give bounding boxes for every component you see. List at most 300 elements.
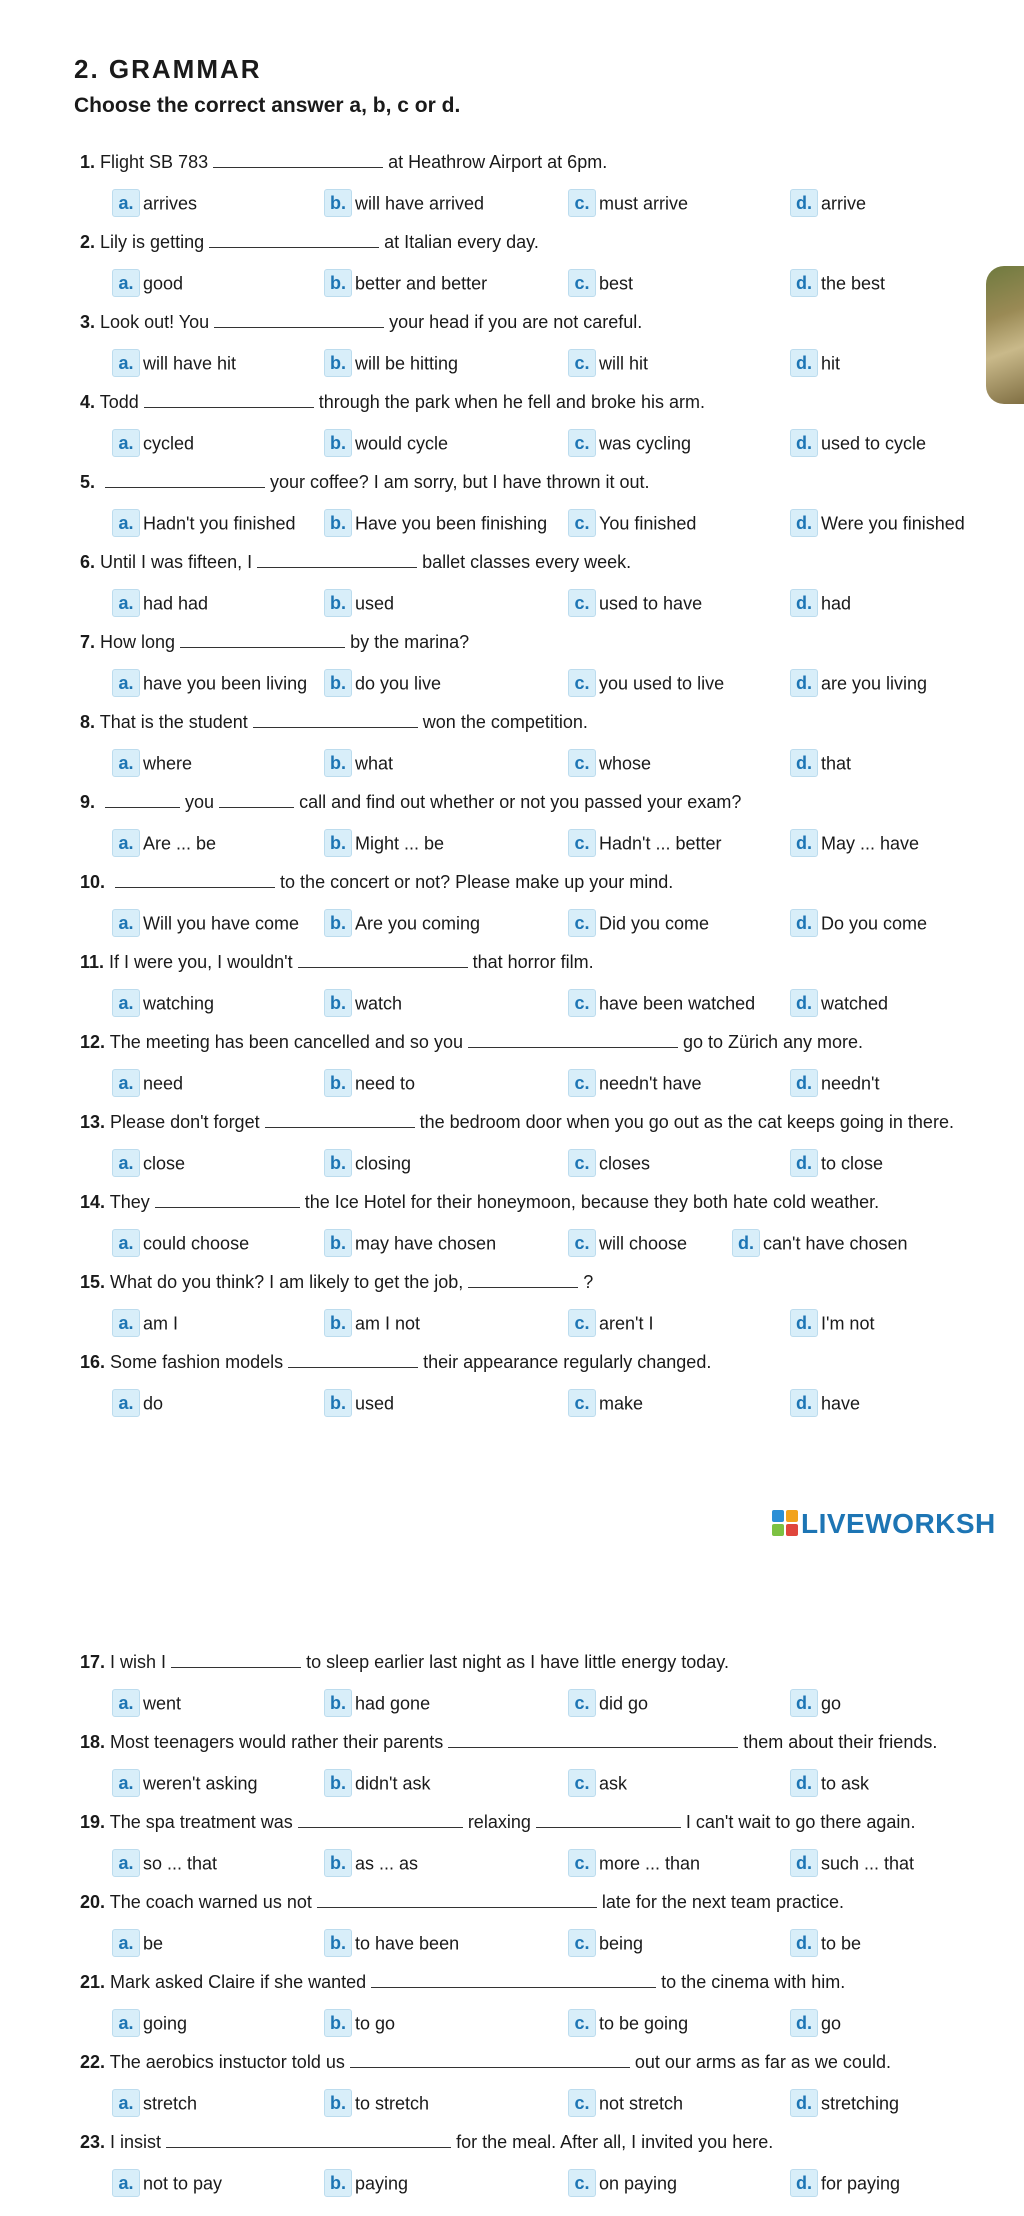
question-text: through the park when he fell and broke his arm. xyxy=(318,392,705,412)
answer-blank[interactable] xyxy=(288,1350,418,1368)
option-letter[interactable]: a. xyxy=(112,189,140,217)
option-letter[interactable]: b. xyxy=(324,1849,352,1877)
option-letter[interactable]: c. xyxy=(568,2009,596,2037)
option-letter[interactable]: d. xyxy=(790,1309,818,1337)
answer-option-a[interactable] xyxy=(112,987,214,1017)
question-stem xyxy=(80,2130,773,2154)
answer-option-a[interactable] xyxy=(112,427,194,457)
option-text: closing xyxy=(355,1153,412,1174)
option-letter[interactable]: c. xyxy=(568,589,596,617)
answer-blank[interactable] xyxy=(115,870,275,888)
question-text: Some fashion models xyxy=(110,1352,284,1372)
answer-option-a[interactable] xyxy=(112,187,197,217)
option-letter[interactable]: c. xyxy=(568,1769,596,1797)
option-letter[interactable]: d. xyxy=(790,1149,818,1177)
answer-option-a[interactable] xyxy=(112,587,208,617)
question-number: 14. xyxy=(80,1192,106,1212)
option-text: to stretch xyxy=(355,2093,430,2114)
option-text: go xyxy=(821,1693,842,1714)
option-letter[interactable]: d. xyxy=(790,429,818,457)
answer-option-b[interactable] xyxy=(324,187,484,217)
option-letter[interactable]: a. xyxy=(112,349,140,377)
option-letter[interactable]: c. xyxy=(568,1929,596,1957)
option-text: have xyxy=(821,1393,861,1414)
option-letter[interactable]: c. xyxy=(568,989,596,1017)
option-letter[interactable]: d. xyxy=(790,829,818,857)
answer-blank[interactable] xyxy=(180,630,345,648)
option-letter[interactable]: d. xyxy=(790,349,818,377)
option-letter[interactable]: c. xyxy=(568,509,596,537)
answer-option-d[interactable] xyxy=(790,1147,883,1177)
question-stem xyxy=(80,710,588,734)
option-letter[interactable]: d. xyxy=(790,589,818,617)
option-text: ask xyxy=(599,1773,628,1794)
answer-option-d[interactable] xyxy=(790,1767,869,1797)
option-letter[interactable]: a. xyxy=(112,1929,140,1957)
question-text: their appearance regularly changed. xyxy=(423,1352,712,1372)
option-letter[interactable]: d. xyxy=(790,509,818,537)
option-letter[interactable]: d. xyxy=(790,1929,818,1957)
option-letter[interactable]: c. xyxy=(568,1389,596,1417)
option-text: arrives xyxy=(143,193,198,214)
answer-option-b[interactable] xyxy=(324,1767,430,1797)
option-letter[interactable]: a. xyxy=(112,749,140,777)
option-letter[interactable]: c. xyxy=(568,1689,596,1717)
answer-option-a[interactable] xyxy=(112,1927,163,1957)
option-text: best xyxy=(599,273,634,294)
option-letter[interactable]: b. xyxy=(324,1069,352,1097)
option-text: used to have xyxy=(599,593,703,614)
option-letter[interactable]: d. xyxy=(790,1849,818,1877)
question-9 xyxy=(0,790,1024,870)
answer-option-b[interactable] xyxy=(324,347,458,377)
answer-option-a[interactable] xyxy=(112,507,296,537)
option-letter[interactable]: b. xyxy=(324,1689,352,1717)
answer-option-d[interactable] xyxy=(790,267,885,297)
answer-option-a[interactable] xyxy=(112,2087,197,2117)
question-text: If I were you, I wouldn't xyxy=(109,952,293,972)
answer-blank[interactable] xyxy=(265,1110,415,1128)
answer-blank[interactable] xyxy=(155,1190,300,1208)
answer-option-c[interactable] xyxy=(568,1927,643,1957)
option-letter[interactable]: b. xyxy=(324,2009,352,2037)
answer-option-a[interactable] xyxy=(112,747,192,777)
question-text: ? xyxy=(583,1272,594,1292)
answer-option-c[interactable] xyxy=(568,1687,648,1717)
answer-blank[interactable] xyxy=(257,550,417,568)
option-text: am I xyxy=(143,1313,179,1334)
answer-option-c[interactable] xyxy=(568,187,688,217)
answer-option-b[interactable] xyxy=(324,427,448,457)
option-letter[interactable]: a. xyxy=(112,2089,140,2117)
option-text: going xyxy=(143,2013,188,2034)
answer-option-a[interactable] xyxy=(112,907,299,937)
option-letter[interactable]: b. xyxy=(324,509,352,537)
option-text: Are ... be xyxy=(143,833,217,854)
option-text: such ... that xyxy=(821,1853,915,1874)
option-letter[interactable]: a. xyxy=(112,429,140,457)
question-text: them about their friends. xyxy=(743,1732,938,1752)
answer-option-b[interactable] xyxy=(324,907,480,937)
answer-option-d[interactable] xyxy=(732,1227,908,1257)
question-number: 21. xyxy=(80,1972,106,1992)
answer-option-d[interactable] xyxy=(790,827,919,857)
question-text: to the cinema with him. xyxy=(661,1972,846,1992)
option-letter[interactable]: a. xyxy=(112,989,140,1017)
option-letter[interactable]: a. xyxy=(112,1229,140,1257)
question-15 xyxy=(0,1270,1024,1350)
section-title: 2. GRAMMAR xyxy=(74,54,262,84)
option-letter[interactable]: c. xyxy=(568,1149,596,1177)
answer-blank[interactable] xyxy=(448,1730,738,1748)
answer-option-d[interactable] xyxy=(790,1847,914,1877)
answer-option-b[interactable] xyxy=(324,2007,395,2037)
option-letter[interactable]: b. xyxy=(324,189,352,217)
answer-option-a[interactable] xyxy=(112,1067,183,1097)
answer-option-a[interactable] xyxy=(112,667,307,697)
option-text: will have arrived xyxy=(355,193,485,214)
answer-blank[interactable] xyxy=(468,1270,578,1288)
answer-option-b[interactable] xyxy=(324,507,547,537)
option-text: Hadn't ... better xyxy=(599,833,722,854)
answer-option-b[interactable] xyxy=(324,1227,496,1257)
option-letter[interactable]: c. xyxy=(568,749,596,777)
option-text: good xyxy=(143,273,184,294)
question-number: 20. xyxy=(80,1892,106,1912)
answer-blank[interactable] xyxy=(105,790,180,808)
answer-option-c[interactable] xyxy=(568,827,722,857)
question-number: 10. xyxy=(80,872,106,892)
option-letter[interactable]: d. xyxy=(732,1229,760,1257)
answer-option-c[interactable] xyxy=(568,587,702,617)
option-text: Hadn't you finished xyxy=(143,513,296,534)
answer-blank[interactable] xyxy=(317,1890,597,1908)
answer-blank[interactable] xyxy=(468,1030,678,1048)
answer-option-b[interactable] xyxy=(324,1927,459,1957)
option-letter[interactable]: d. xyxy=(790,2009,818,2037)
answer-blank[interactable] xyxy=(213,150,383,168)
question-number: 17. xyxy=(80,1652,106,1672)
option-letter[interactable]: b. xyxy=(324,1769,352,1797)
question-text: The meeting has been cancelled and so you xyxy=(109,1032,463,1052)
option-letter[interactable]: a. xyxy=(112,909,140,937)
answer-option-b[interactable] xyxy=(324,827,444,857)
option-text: make xyxy=(599,1393,644,1414)
option-letter[interactable]: a. xyxy=(112,269,140,297)
answer-option-d[interactable] xyxy=(790,187,866,217)
option-text: May ... have xyxy=(821,833,920,854)
answer-option-c[interactable] xyxy=(568,507,696,537)
option-letter[interactable]: d. xyxy=(790,909,818,937)
option-letter[interactable]: c. xyxy=(568,269,596,297)
question-17 xyxy=(0,1650,1024,1730)
question-text: the Ice Hotel for their honeymoon, because they both hate cold weather. xyxy=(304,1192,880,1212)
question-stem xyxy=(80,870,673,894)
option-letter[interactable]: b. xyxy=(324,1149,352,1177)
option-letter[interactable]: d. xyxy=(790,989,818,1017)
option-letter[interactable]: a. xyxy=(112,509,140,537)
option-letter[interactable]: b. xyxy=(324,349,352,377)
answer-option-c[interactable] xyxy=(568,1387,643,1417)
option-text: watching xyxy=(143,993,215,1014)
option-text: better and better xyxy=(355,273,488,294)
option-letter[interactable]: b. xyxy=(324,1229,352,1257)
answer-option-b[interactable] xyxy=(324,987,402,1017)
option-letter[interactable]: d. xyxy=(790,2089,818,2117)
answer-option-a[interactable] xyxy=(112,1387,163,1417)
answer-option-c[interactable] xyxy=(568,1767,627,1797)
option-text: used xyxy=(355,593,395,614)
answer-option-b[interactable] xyxy=(324,1687,430,1717)
answer-option-d[interactable] xyxy=(790,347,840,377)
answer-option-b[interactable] xyxy=(324,1387,394,1417)
answer-option-b[interactable] xyxy=(324,267,487,297)
option-letter[interactable]: c. xyxy=(568,2089,596,2117)
option-text: not stretch xyxy=(599,2093,684,2114)
answer-option-d[interactable] xyxy=(790,987,888,1017)
answer-option-d[interactable] xyxy=(790,507,965,537)
answer-option-a[interactable] xyxy=(112,1847,217,1877)
answer-option-c[interactable] xyxy=(568,747,651,777)
question-stem xyxy=(80,1810,915,1834)
answer-option-a[interactable] xyxy=(112,1227,249,1257)
answer-option-c[interactable] xyxy=(568,907,709,937)
option-letter[interactable]: c. xyxy=(568,2169,596,2197)
question-text: your coffee? I am sorry, but I have thrown it out. xyxy=(270,472,650,492)
option-letter[interactable]: b. xyxy=(324,2169,352,2197)
question-stem xyxy=(80,950,594,974)
option-text: had gone xyxy=(355,1693,431,1714)
option-letter[interactable]: a. xyxy=(112,829,140,857)
option-letter[interactable]: b. xyxy=(324,829,352,857)
answer-option-c[interactable] xyxy=(568,1147,650,1177)
question-text: Mark asked Claire if she wanted xyxy=(110,1972,367,1992)
option-letter[interactable]: a. xyxy=(112,1149,140,1177)
option-letter[interactable]: b. xyxy=(324,989,352,1017)
question-text: Todd xyxy=(99,392,139,412)
option-letter[interactable]: a. xyxy=(112,2009,140,2037)
answer-blank[interactable] xyxy=(209,230,379,248)
option-letter[interactable]: a. xyxy=(112,1069,140,1097)
option-text: not to pay xyxy=(143,2173,223,2194)
answer-option-c[interactable] xyxy=(568,2087,683,2117)
answer-option-b[interactable] xyxy=(324,1147,411,1177)
answer-option-d[interactable] xyxy=(790,747,851,777)
option-letter[interactable]: d. xyxy=(790,2169,818,2197)
option-letter[interactable]: c. xyxy=(568,909,596,937)
question-stem xyxy=(80,790,741,814)
option-text: Do you come xyxy=(821,913,928,934)
option-letter[interactable]: b. xyxy=(324,1929,352,1957)
option-text: need to xyxy=(355,1073,416,1094)
option-letter[interactable]: c. xyxy=(568,1069,596,1097)
answer-option-a[interactable] xyxy=(112,347,236,377)
logo-mark-icon xyxy=(772,1510,798,1536)
option-letter[interactable]: c. xyxy=(568,1229,596,1257)
question-text: What do you think? I am likely to get the job, xyxy=(110,1272,464,1292)
answer-option-d[interactable] xyxy=(790,587,851,617)
question-stem xyxy=(80,1190,879,1214)
answer-option-b[interactable] xyxy=(324,1847,418,1877)
option-text: need xyxy=(143,1073,184,1094)
answer-option-a[interactable] xyxy=(112,1307,178,1337)
answer-option-b[interactable] xyxy=(324,1307,420,1337)
answer-option-d[interactable] xyxy=(790,667,927,697)
option-letter[interactable]: a. xyxy=(112,1309,140,1337)
option-letter[interactable]: b. xyxy=(324,1389,352,1417)
answer-blank[interactable] xyxy=(298,950,468,968)
answer-option-b[interactable] xyxy=(324,2167,408,2197)
option-text: aren't I xyxy=(599,1313,654,1334)
answer-option-c[interactable] xyxy=(568,427,691,457)
answer-option-c[interactable] xyxy=(568,267,633,297)
option-letter[interactable]: b. xyxy=(324,749,352,777)
answer-option-c[interactable] xyxy=(568,2167,677,2197)
option-letter[interactable]: d. xyxy=(790,749,818,777)
answer-blank[interactable] xyxy=(298,1810,463,1828)
answer-option-d[interactable] xyxy=(790,1387,860,1417)
option-letter[interactable]: c. xyxy=(568,829,596,857)
question-stem xyxy=(80,1650,729,1674)
option-text: to close xyxy=(821,1153,884,1174)
answer-option-a[interactable] xyxy=(112,1147,185,1177)
answer-option-c[interactable] xyxy=(568,1227,687,1257)
option-letter[interactable]: b. xyxy=(324,589,352,617)
question-text: you xyxy=(185,792,215,812)
answer-blank[interactable] xyxy=(144,390,314,408)
answer-option-c[interactable] xyxy=(568,987,755,1017)
option-letter[interactable]: b. xyxy=(324,1309,352,1337)
answer-option-d[interactable] xyxy=(790,427,926,457)
answer-blank[interactable] xyxy=(166,2130,451,2148)
option-letter[interactable]: d. xyxy=(790,1389,818,1417)
option-letter[interactable]: a. xyxy=(112,1769,140,1797)
option-text: stretching xyxy=(821,2093,900,2114)
answer-option-d[interactable] xyxy=(790,1307,874,1337)
question-stem xyxy=(80,470,650,494)
option-letter[interactable]: a. xyxy=(112,669,140,697)
answer-option-a[interactable] xyxy=(112,2007,187,2037)
answer-blank[interactable] xyxy=(219,790,294,808)
answer-option-c[interactable] xyxy=(568,2007,688,2037)
answer-option-b[interactable] xyxy=(324,2087,429,2117)
question-text: Until I was fifteen, I xyxy=(100,552,253,572)
answer-option-c[interactable] xyxy=(568,1847,700,1877)
option-text: will be hitting xyxy=(355,353,459,374)
option-letter[interactable]: c. xyxy=(568,349,596,377)
question-23 xyxy=(0,2130,1024,2210)
answer-option-d[interactable] xyxy=(790,2007,841,2037)
option-letter[interactable]: b. xyxy=(324,909,352,937)
answer-option-d[interactable] xyxy=(790,1067,880,1097)
answer-option-d[interactable] xyxy=(790,2087,899,2117)
option-text: needn't xyxy=(821,1073,880,1094)
answer-option-c[interactable] xyxy=(568,667,724,697)
option-letter[interactable]: d. xyxy=(790,1769,818,1797)
question-stem xyxy=(80,390,705,414)
answer-blank[interactable] xyxy=(536,1810,681,1828)
option-letter[interactable]: d. xyxy=(790,189,818,217)
option-text: Might ... be xyxy=(355,833,445,854)
option-letter[interactable]: c. xyxy=(568,669,596,697)
option-text: the best xyxy=(821,273,886,294)
answer-option-d[interactable] xyxy=(790,1687,841,1717)
option-text: so ... that xyxy=(143,1853,218,1874)
answer-option-d[interactable] xyxy=(790,2167,900,2197)
answer-option-d[interactable] xyxy=(790,1927,861,1957)
option-text: will hit xyxy=(599,353,649,374)
option-letter[interactable]: a. xyxy=(112,589,140,617)
option-letter[interactable]: d. xyxy=(790,269,818,297)
option-letter[interactable]: b. xyxy=(324,269,352,297)
answer-blank[interactable] xyxy=(350,2050,630,2068)
option-letter[interactable]: b. xyxy=(324,669,352,697)
answer-option-b[interactable] xyxy=(324,587,394,617)
answer-option-c[interactable] xyxy=(568,1307,653,1337)
question-text: ballet classes every week. xyxy=(422,552,632,572)
option-letter[interactable]: d. xyxy=(790,669,818,697)
answer-option-a[interactable] xyxy=(112,827,216,857)
question-text: I can't wait to go there again. xyxy=(685,1812,916,1832)
option-letter[interactable]: a. xyxy=(112,1689,140,1717)
liveworksheets-logo xyxy=(772,1508,996,1540)
option-text: as ... as xyxy=(355,1853,419,1874)
option-text: can't have chosen xyxy=(763,1233,908,1254)
option-letter[interactable]: a. xyxy=(112,1849,140,1877)
question-text: The spa treatment was xyxy=(109,1812,293,1832)
question-18 xyxy=(0,1730,1024,1810)
question-text: Most teenagers would rather their parents xyxy=(110,1732,444,1752)
question-12 xyxy=(0,1030,1024,1110)
answer-option-a[interactable] xyxy=(112,2167,222,2197)
answer-option-c[interactable] xyxy=(568,1067,702,1097)
option-text: You finished xyxy=(599,513,697,534)
option-text: was cycling xyxy=(599,433,692,454)
option-letter[interactable]: d. xyxy=(790,1689,818,1717)
answer-blank[interactable] xyxy=(105,470,265,488)
answer-option-a[interactable] xyxy=(112,1767,258,1797)
option-text: to ask xyxy=(821,1773,870,1794)
answer-option-c[interactable] xyxy=(568,347,648,377)
option-letter[interactable]: c. xyxy=(568,429,596,457)
answer-option-d[interactable] xyxy=(790,907,927,937)
answer-blank[interactable] xyxy=(371,1970,656,1988)
option-letter[interactable]: a. xyxy=(112,1389,140,1417)
option-text: arrive xyxy=(821,193,867,214)
option-text: hit xyxy=(821,353,841,374)
option-letter[interactable]: b. xyxy=(324,2089,352,2117)
answer-blank[interactable] xyxy=(171,1650,301,1668)
answer-blank[interactable] xyxy=(253,710,418,728)
answer-option-a[interactable] xyxy=(112,267,183,297)
option-letter[interactable]: c. xyxy=(568,1309,596,1337)
option-letter[interactable]: c. xyxy=(568,189,596,217)
question-text: Look out! You xyxy=(100,312,210,332)
option-letter[interactable]: b. xyxy=(324,429,352,457)
option-letter[interactable]: a. xyxy=(112,2169,140,2197)
answer-option-b[interactable] xyxy=(324,1067,415,1097)
answer-option-b[interactable] xyxy=(324,747,393,777)
answer-blank[interactable] xyxy=(214,310,384,328)
answer-option-a[interactable] xyxy=(112,1687,181,1717)
question-stem xyxy=(80,630,469,654)
question-text: to sleep earlier last night as I have little energy today. xyxy=(306,1652,729,1672)
option-letter[interactable]: c. xyxy=(568,1849,596,1877)
answer-option-b[interactable] xyxy=(324,667,441,697)
option-letter[interactable]: d. xyxy=(790,1069,818,1097)
option-text: did go xyxy=(599,1693,649,1714)
option-text: where xyxy=(143,753,193,774)
